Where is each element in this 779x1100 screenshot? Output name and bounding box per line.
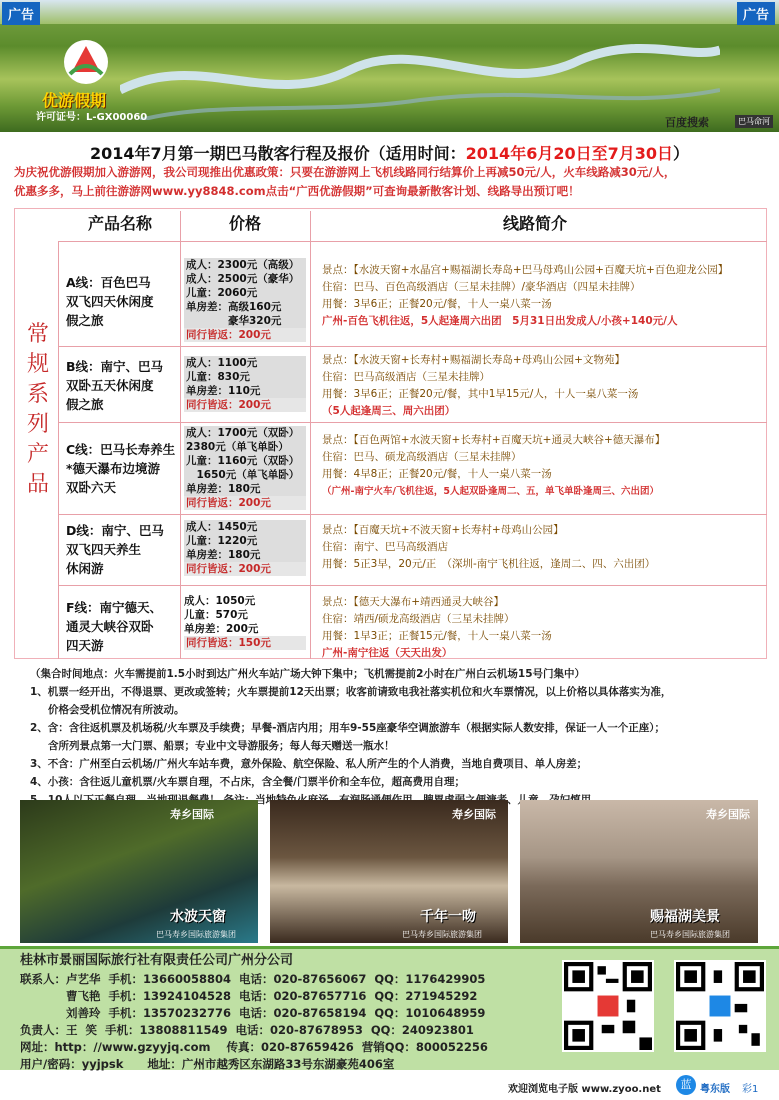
intro-line-2: 优惠多多，马上前往游游网www.yy8848.com点击“广西优游假期”可查询最新散客计划、线路导出预订吧！ [14, 184, 580, 198]
notes-section: （集合时间地点：火车需提前1.5小时到达广州火车站广场大钟下集中；飞机需提前2小时在广州白云机场15号门集中） 1、机票一经开出，不得退票、更改或签转；火车票提前12天出票；收客前请致电我社落实机位和火车票情况，以上价格以具体落实为准， 价格会受机位情况有所波动。 2、含：含往返机票及机场税/火车票及手续费；早餐-酒店内用；用车9-55座豪华空调旅游车（根据实际人数安排，保证一人一个正座）； 含所列景点第一大门票、船票；专业中文导游服务；每人每天赠送一瓶水！ 3、不含：广州至白云机场/广州火车站车费，意外保险、航空保险、私人所产生的个人消费，当地自费项目、单人房差； 4、小孩：含往返儿童机票/火车票自理，不占床，含全餐/门票半价和全车位，超高费用自理； [30, 668, 672, 788]
contact-line: 用户/密码：yyjpsk 地址：广州市越秀区东湖路33号东湖豪苑406室 [20, 1057, 395, 1071]
contact-line: 刘善玲 手机：13570232776 电话：020-87658194 QQ：1010648959 [20, 1006, 486, 1020]
contact-line: 网址：http：//www.gzyyjq.com 传真：020-87659426 营销QQ：800052256 [20, 1040, 488, 1054]
row-a-name: A线：百色巴马 双飞四天休闲度 假之旅 [66, 275, 154, 328]
footer-page: 彩1 [742, 1084, 759, 1095]
row-a-prices: 成人：2300元（高级） 成人：2500元（豪华） 儿童：2060元 单房差：高级160元 豪华320元 同行皆返：200元 [184, 258, 306, 342]
date-range: 2014年6月20日至7月30日 [465, 144, 673, 163]
row-d-name: D线：南宁、巴马 双飞四天养生 休闲游 [66, 523, 164, 576]
row-d-route: 景点：【百魔天坑+不波天窗+长寿村+母鸡山公园】 住宿：南宁、巴马高级酒店 用餐：5正3早，20元/正 （深圳-南宁飞机往返，逢周二、四、六出团） [322, 524, 656, 570]
row-d-prices: 成人：1450元 儿童：1220元 单房差：180元 同行皆返：200元 [184, 520, 306, 576]
ad-label-right: 广告 [737, 2, 775, 25]
header-price: 价格 [228, 214, 261, 233]
row-b-return: 同行皆返：200元 [184, 398, 306, 412]
footer-browse: 欢迎浏览电子版 www.zyoo.net [508, 1084, 661, 1095]
logo-icon [62, 38, 110, 86]
river-illustration [120, 30, 720, 120]
header-route: 线路简介 [502, 214, 567, 233]
row-b-name: B线：南宁、巴马 双卧五天休闲度 假之旅 [66, 359, 164, 412]
divider [58, 422, 767, 423]
series-label: 常规系列产品 [26, 322, 49, 497]
intro-line-1: 为庆祝优游假期加入游游网，我公司现推出优惠政策：只要在游游网上飞机线路同行结算价上再减50元/人，火车线路减30元/人， [14, 165, 676, 179]
footer [0, 1072, 779, 1100]
divider [58, 585, 767, 586]
contact-line: 联系人：卢艺华 手机：13660058804 电话：020-87656067 QQ：1176429905 [20, 972, 486, 986]
contact-line: 曹飞艳 手机：13924104528 电话：020-87657716 QQ：271945292 [20, 989, 478, 1003]
row-c-prices: 成人：1700元（双卧） 2380元（单飞单卧） 儿童：1160元（双卧） 1650元（单飞单卧） 单房差：180元 同行皆返：200元 [184, 426, 306, 510]
license-number: 许可证号：L-GX00060 [36, 112, 148, 123]
row-d-return: 同行皆返：200元 [184, 562, 306, 576]
ad-label-left: 广告 [2, 2, 40, 25]
contact-line: 负责人：王 笑 手机：13808811549 电话：020-87678953 QQ：240923801 [20, 1023, 474, 1037]
footer-edition: 粤东版 [700, 1084, 730, 1095]
row-b-prices: 成人：1100元 儿童：830元 单房差：110元 同行皆返：200元 [184, 356, 306, 412]
row-c-return: 同行皆返：200元 [184, 496, 306, 510]
page-title: 2014年7月第一期巴马散客行程及报价（适用时间：2014年6月20日至7月30日） [89, 144, 690, 163]
baidu-search-keyword: 巴马命河 [735, 115, 773, 128]
header-product: 产品名称 [87, 214, 152, 233]
divider [310, 211, 311, 659]
qr-code-icon [562, 960, 654, 1052]
qr-code-icon [674, 960, 766, 1052]
footer-circle: 蓝 [676, 1075, 696, 1095]
divider [58, 346, 767, 347]
divider [58, 514, 767, 515]
row-f-route: 景点：【德天大瀑布+靖西通灵大峡谷】 住宿：靖西/硕龙高级酒店（三星未挂牌） 用餐：1早3正；正餐15元/餐，十人一桌八菜一汤 广州-南宁往返（天天出发） [322, 596, 552, 659]
row-a-return: 同行皆返：200元 [184, 328, 306, 342]
row-f-prices: 成人：1050元 儿童：570元 单房差：200元 同行皆返：150元 [184, 594, 306, 650]
row-c-name: C线：巴马长寿养生 *德天瀑布边境游 双卧六天 [66, 442, 176, 495]
row-a-route: 景点：【水波天窗+水晶宫+赐福湖长寿岛+巴马母鸡山公园+百魔天坑+百色迎龙公园】 住宿：巴马、百色高级酒店（三星未挂牌）/豪华酒店（四星未挂牌） 用餐：3早6正；正餐20元/餐，十人一桌八菜一汤 广州-百色飞机往返，5人起逢周六出团 5月31日出发成人/小孩+140元/人 [322, 264, 729, 327]
row-f-return: 同行皆返：150元 [184, 636, 306, 650]
row-f-name: F线：南宁德天、 通灵大峡谷双卧 四天游 [66, 600, 163, 653]
photo-water-cave: 寿乡国际 水波天窗 巴马寿乡国际旅游集团 [20, 800, 258, 943]
row-c-route: 景点：【百色两馆+水波天窗+长寿村+百魔天坑+通灵大峡谷+德天瀑布】 住宿：巴马、硕龙高级酒店（三星未挂牌） 用餐：4早8正；正餐20元/餐，十人一桌八菜一汤 （广州-南宁火车/飞机往返，5人起双卧逢周二、五，单飞单卧逢周三、六出团） [322, 434, 666, 497]
photo-stalactite: 寿乡国际 千年一吻 巴马寿乡国际旅游集团 [270, 800, 508, 943]
photo-lake-sunset: 寿乡国际 赐福湖美景 巴马寿乡国际旅游集团 [520, 800, 758, 943]
divider [58, 241, 59, 659]
baidu-search-label: 百度搜索 [665, 116, 709, 129]
divider [180, 211, 181, 659]
brand-logo: 优游假期 [42, 91, 107, 110]
row-b-route: 景点：【水波天窗+长寿村+赐福湖长寿岛+母鸡山公园+文物苑】 住宿：巴马高级酒店（三星未挂牌） 用餐：3早6正；正餐20元/餐，其中1早15元/人，十人一桌八菜一汤 （5人起逢周三、周六出团） [322, 354, 639, 417]
divider [58, 241, 767, 242]
company-name: 桂林市景丽国际旅行社有限责任公司广州分公司 [20, 953, 294, 968]
